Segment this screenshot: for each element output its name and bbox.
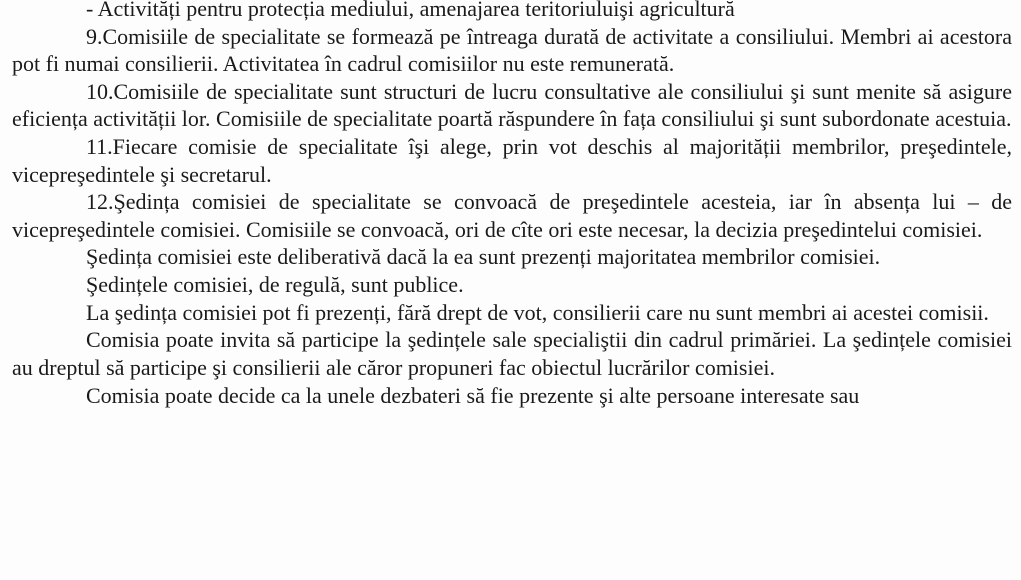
paragraph-12: 12.Şedința comisiei de specialitate se convoacă de preşedintele acesteia, iar în absența lui – de vicepreşedintele comisiei. Comisiile se convoacă, ori de cîte ori este necesar, la decizia preşedintelui comisiei. — [12, 189, 1012, 242]
paragraph-9: 9.Comisiile de specialitate se formează pe întreaga durată de activitate a consiliului. Membri ai acestora pot fi numai consilierii. Activitatea în cadrul comisiilor nu este remunerată. — [12, 23, 1012, 77]
paragraph-activities: - Activități pentru protecția mediului, amenajarea teritoriuluişi agricultură — [86, 0, 735, 21]
paragraph-11: 11.Fiecare comisie de specialitate îşi alege, prin vot deschis al majorității membrilor, preşedintele, vicepreşedintele şi secretarul. — [12, 133, 1012, 187]
document-body — [12, 0, 1012, 410]
paragraph-deliberative: Şedința comisiei este deliberativă dacă la ea sunt prezenți majoritatea membrilor comisiei. — [86, 244, 881, 270]
paragraph-public: Şedințele comisiei, de regulă, sunt publice. — [86, 271, 464, 297]
paragraph-invitation: Comisia poate invita să participe la şedințele sale specialiştii din cadrul primăriei. La şedințele comisiei au dreptul să participe şi consilierii ale căror propuneri fac obiectul lucrărilor comisiei. — [12, 327, 1012, 380]
paragraph-other-persons: Comisia poate decide ca la unele dezbateri să fie prezente şi alte persoane interesate sau — [86, 383, 860, 409]
paragraph-presence: La şedința comisiei pot fi prezenți, fără drept de vot, consilierii care nu sunt membri ai acestei comisii. — [86, 299, 989, 325]
paragraph-10: 10.Comisiile de specialitate sunt structuri de lucru consultative ale consiliului şi sunt menite să asigure eficiența activității lor. Comisiile de specialitate poartă răspundere în fața consiliului şi sunt subordonate acestuia. — [12, 78, 1012, 132]
